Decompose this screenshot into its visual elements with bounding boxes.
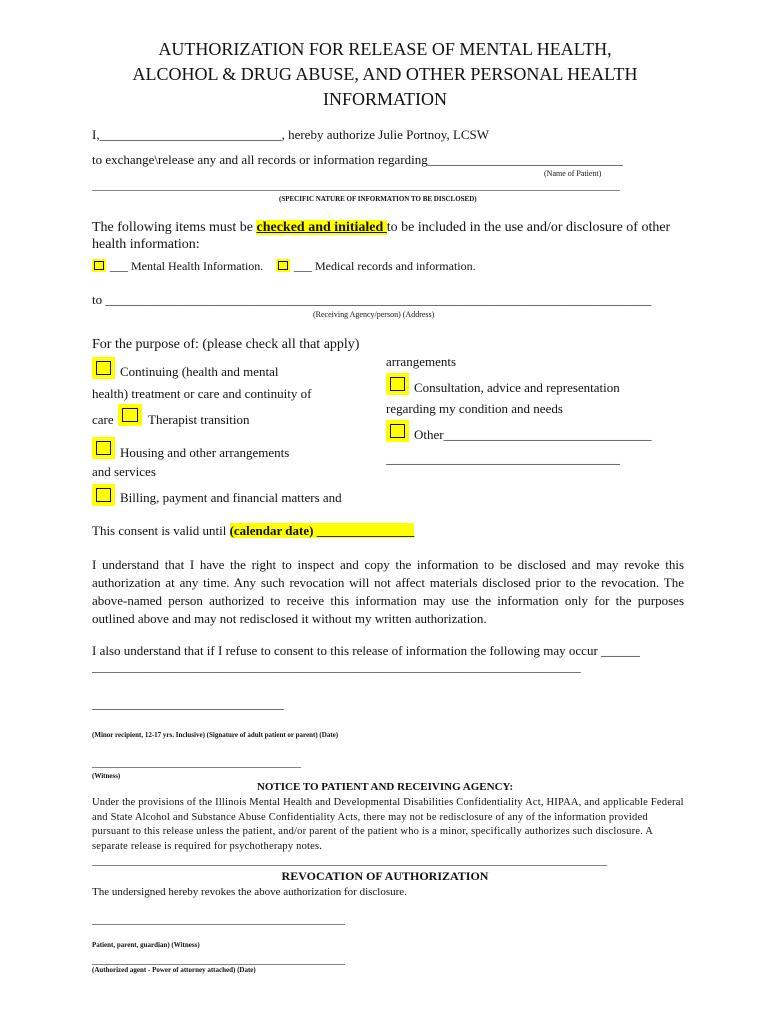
- title-line-3: INFORMATION: [322, 89, 447, 109]
- refuse-line[interactable]: I also understand that if I refuse to consent to this release of information the following may occur ______: [92, 643, 641, 658]
- item-mental-health: ___ Mental Health Information.: [110, 259, 264, 273]
- items-intro-prefix: The following items must be: [92, 220, 257, 235]
- specific-nature-label: (SPECIFIC NATURE OF INFORMATION TO BE DISCLOSED): [279, 195, 477, 203]
- revocation-signature-rule[interactable]: ______________________________________________: [92, 914, 345, 926]
- items-intro-line2: health information:: [92, 237, 200, 252]
- understand-paragraph: I understand that I have the right to inspect and copy the information to be disclosed and may revoke this authorization at any time. Any such revocation will not affect materials disclosed prior to the revocation. The above-named person authorized to receive this information may use the information only for the purposes outlined above and may not redisclosed it without my written authorization.: [92, 557, 684, 626]
- items-intro: [92, 220, 670, 236]
- consent-date-field[interactable]: (calendar date) _______________: [229, 523, 415, 538]
- purpose-heading: For the purpose of: (please check all that apply): [92, 337, 360, 352]
- checkbox-icon[interactable]: [92, 357, 115, 379]
- witness-rule[interactable]: ______________________________________: [92, 757, 301, 769]
- purpose-continuing-3: care: [92, 412, 114, 427]
- agent-signature-rule[interactable]: ______________________________________________: [92, 954, 345, 966]
- revocation-text: The undersigned hereby revokes the above authorization for disclosure.: [92, 886, 407, 898]
- checkbox-icon[interactable]: [118, 404, 142, 426]
- name-of-patient-label: (Name of Patient): [544, 169, 602, 178]
- consent-valid-line: [92, 523, 414, 539]
- checkbox-icon[interactable]: [92, 484, 115, 506]
- purpose-housing-1: Housing and other arrangements: [120, 445, 290, 460]
- checkbox-icon[interactable]: [386, 420, 409, 442]
- agent-signature-label: (Authorized agent - Power of attorney attached) (Date): [92, 966, 256, 974]
- specific-nature-field[interactable]: ________________________________________________________________________________________________: [92, 180, 620, 192]
- refuse-rule[interactable]: _____________________________________________________________________________________: [92, 662, 581, 674]
- item-medical-records: ___ Medical records and information.: [294, 259, 476, 273]
- to-line[interactable]: to ____________________________________________________________________________________: [92, 292, 652, 307]
- checkbox-icon[interactable]: [276, 259, 290, 272]
- purpose-consultation-1: Consultation, advice and representation: [414, 380, 620, 395]
- items-intro-highlight: checked and initialed: [256, 220, 387, 235]
- title-line-1: AUTHORIZATION FOR RELEASE OF MENTAL HEALTH,: [158, 39, 612, 59]
- revocation-signature-label: Patient, parent, guardian) (Witness): [92, 941, 200, 949]
- consent-prefix: This consent is valid until: [92, 523, 230, 538]
- purpose-therapist: Therapist transition: [148, 412, 250, 427]
- signature-label: (Minor recipient, 12-17 yrs. Inclusive) (Signature of adult patient or parent) (Date): [92, 731, 339, 739]
- purpose-housing-2: and services: [92, 464, 156, 479]
- checkbox-icon[interactable]: [92, 259, 106, 272]
- purpose-billing: Billing, payment and financial matters and: [120, 490, 342, 505]
- witness-label: (Witness): [92, 772, 121, 780]
- signature-rule[interactable]: ________________________________: [92, 697, 284, 711]
- notice-heading: NOTICE TO PATIENT AND RECEIVING AGENCY:: [256, 781, 514, 793]
- checkbox-icon[interactable]: [92, 437, 115, 459]
- revocation-rule: _______________________________________________________________________________________________________: [92, 856, 607, 867]
- purpose-other-line[interactable]: ____________________________________: [386, 451, 620, 466]
- purpose-continuing-2: health) treatment or care and continuity of: [92, 386, 312, 401]
- purpose-arrangements: arrangements: [386, 354, 457, 369]
- items-intro-suffix: to be included in the use and/or disclosure of other: [386, 220, 671, 235]
- receiving-label: (Receiving Agency/person) (Address): [313, 310, 435, 319]
- purpose-consultation-2: regarding my condition and needs: [386, 401, 563, 416]
- title-line-2: ALCOHOL & DRUG ABUSE, AND OTHER PERSONAL HEALTH: [132, 64, 638, 84]
- purpose-continuing-1: Continuing (health and mental: [120, 364, 279, 379]
- purpose-other[interactable]: Other________________________________: [414, 427, 652, 442]
- checkbox-icon[interactable]: [386, 373, 409, 395]
- notice-text: Under the provisions of the Illinois Mental Health and Developmental Disabilities Confidentiality Act, HIPAA, and applicable Federal and State Alcohol and Substance Abuse Confidentiality Acts, there may not be redisclosure of any of the information provided pursuant to this release unless the patient, and/or parent of the patient who is a minor, specifically authorizes such disclosure. A separate release is required for psychotherapy notes.: [92, 797, 684, 852]
- revocation-heading: REVOCATION OF AUTHORIZATION: [281, 869, 489, 883]
- authorize-line[interactable]: I,____________________________, hereby authorize Julie Portnoy, LCSW: [92, 127, 490, 142]
- exchange-line[interactable]: to exchange\release any and all records or information regarding______________________________: [92, 152, 623, 167]
